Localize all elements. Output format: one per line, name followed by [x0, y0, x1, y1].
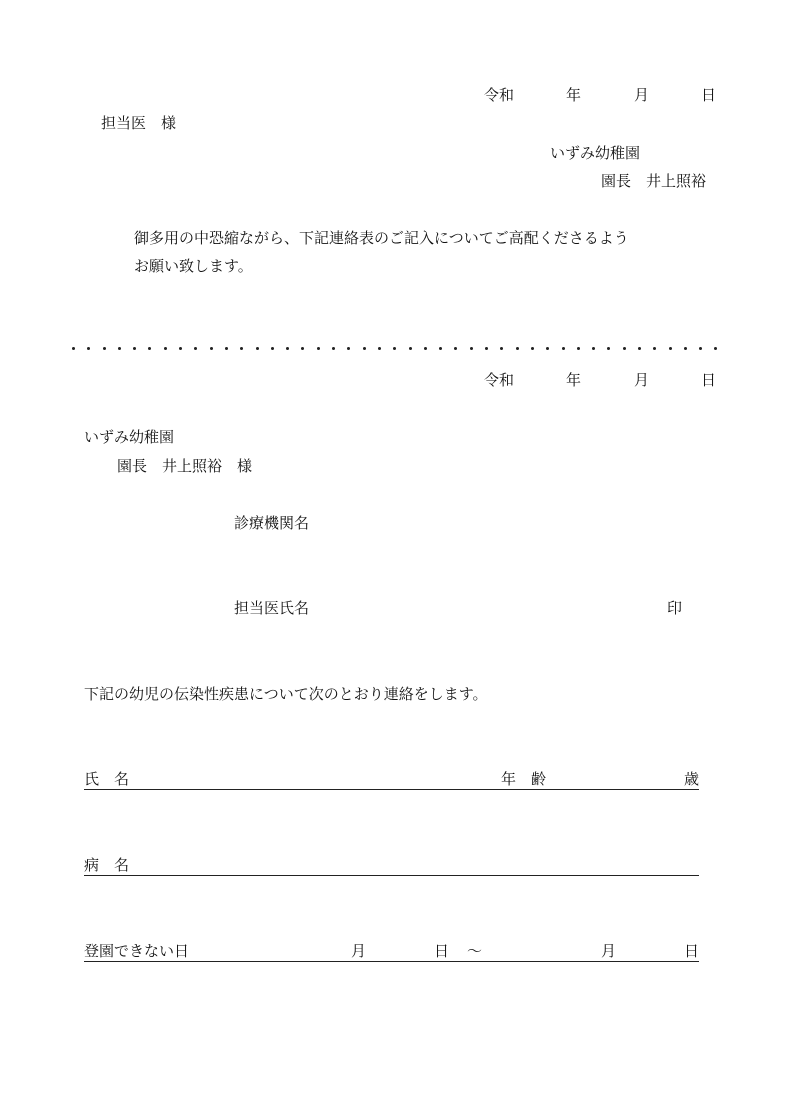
letter-date-era: 令和 — [484, 86, 515, 104]
absence-label: 登園できない日 — [84, 942, 190, 960]
reply-intro: 下記の幼児の伝染性疾患について次のとおり連絡をします。 — [84, 685, 488, 703]
letter-date-month: 月 — [634, 86, 650, 104]
absence-to-day: 日 — [684, 942, 700, 960]
letter-addressee: 担当医 様 — [101, 114, 177, 132]
doctor-name-label: 担当医氏名 — [234, 599, 310, 617]
age-unit: 歳 — [684, 770, 700, 788]
absence-from-month: 月 — [351, 942, 367, 960]
age-label: 年 齢 — [501, 770, 547, 788]
seal-mark: 印 — [667, 599, 683, 617]
reply-date-year: 年 — [566, 371, 582, 389]
letter-body-line1: 御多用の中恐縮ながら、下記連絡表のご記入についてご高配くださるよう — [134, 229, 629, 247]
absence-to-month: 月 — [601, 942, 617, 960]
absence-range-tilde: ～ — [467, 942, 483, 960]
reply-date-era: 令和 — [484, 371, 515, 389]
letter-sender-org: いずみ幼稚園 — [550, 144, 641, 162]
letter-date-day: 日 — [701, 86, 717, 104]
reply-date-day: 日 — [701, 371, 717, 389]
disease-underline — [84, 875, 699, 876]
institution-label: 診療機関名 — [234, 514, 310, 532]
absence-underline — [84, 961, 699, 962]
reply-to-name: 園長 井上照裕 様 — [117, 457, 253, 475]
letter-sender-name: 園長 井上照裕 — [601, 172, 707, 190]
reply-date-month: 月 — [634, 371, 650, 389]
cut-line-separator — [72, 347, 734, 357]
absence-from-day: 日 — [434, 942, 450, 960]
reply-to-org: いずみ幼稚園 — [84, 428, 175, 446]
name-label: 氏 名 — [84, 770, 130, 788]
letter-body-line2: お願い致します。 — [134, 257, 253, 275]
disease-label: 病 名 — [84, 856, 130, 874]
name-age-underline — [84, 789, 699, 790]
letter-date-year: 年 — [566, 86, 582, 104]
